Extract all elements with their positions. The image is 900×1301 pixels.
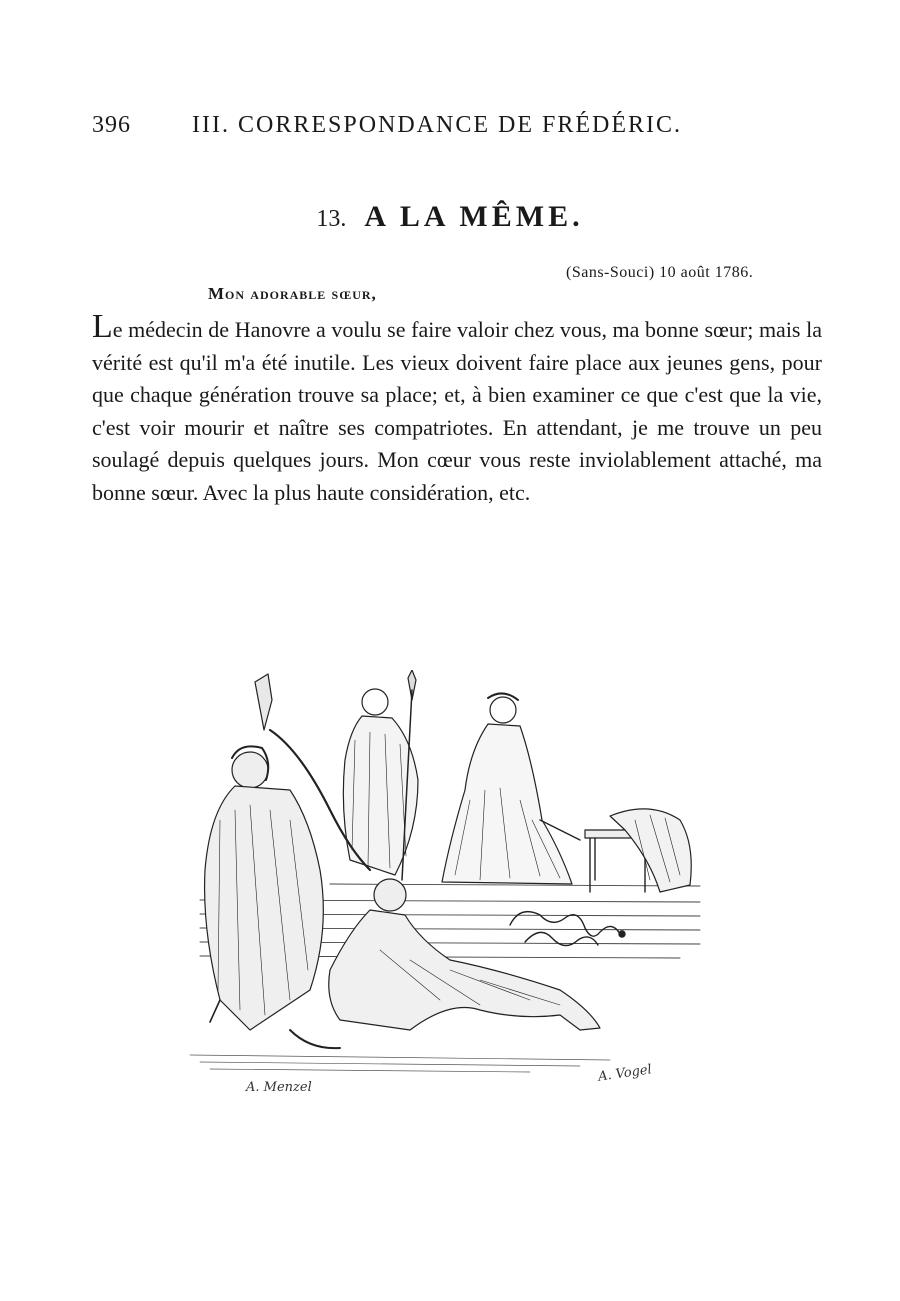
stool-with-cloth <box>585 809 691 892</box>
running-head <box>92 112 832 148</box>
letter-dateline: (Sans-Souci) 10 août 1786. <box>566 264 754 281</box>
letter-body <box>92 308 822 509</box>
engraving-illustration <box>180 670 720 1100</box>
running-title: III. CORRESPONDANCE DE FRÉDÉRIC. <box>192 112 683 138</box>
letter-number: 13. <box>316 206 347 232</box>
seated-woman-figure <box>442 693 580 884</box>
page-number: 396 <box>92 112 131 138</box>
serpents <box>510 912 625 946</box>
letter-body-text: e médecin de Hanovre a voulu se faire valoir chez vous, ma bonne sœur; mais la vérité est qu'il m'a été inutile. Les vieux doivent faire place aux jeunes gens, pour que chaque génération trouve sa place; et, à bien examiner ce que c'est que la vie, c'est voir mourir et naître ses compatriotes. En attendant, je me trouve un peu soulagé depuis quelques jours. Mon cœur vous reste inviolablement attaché, ma bonne sœur. Avec la plus haute considération, etc. <box>92 317 822 505</box>
artist-signature-right: A. Vogel <box>597 1062 653 1085</box>
seated-woman-distaff-figure <box>343 670 418 880</box>
ground-hatching <box>190 1055 610 1072</box>
letter-salutation: Mon adorable sœur, <box>208 284 377 303</box>
letter-title: A LA MÊME. <box>364 200 584 233</box>
artist-signature-left: A. Menzel <box>246 1080 312 1095</box>
drop-cap: L <box>92 308 113 345</box>
letter-heading <box>0 200 900 234</box>
